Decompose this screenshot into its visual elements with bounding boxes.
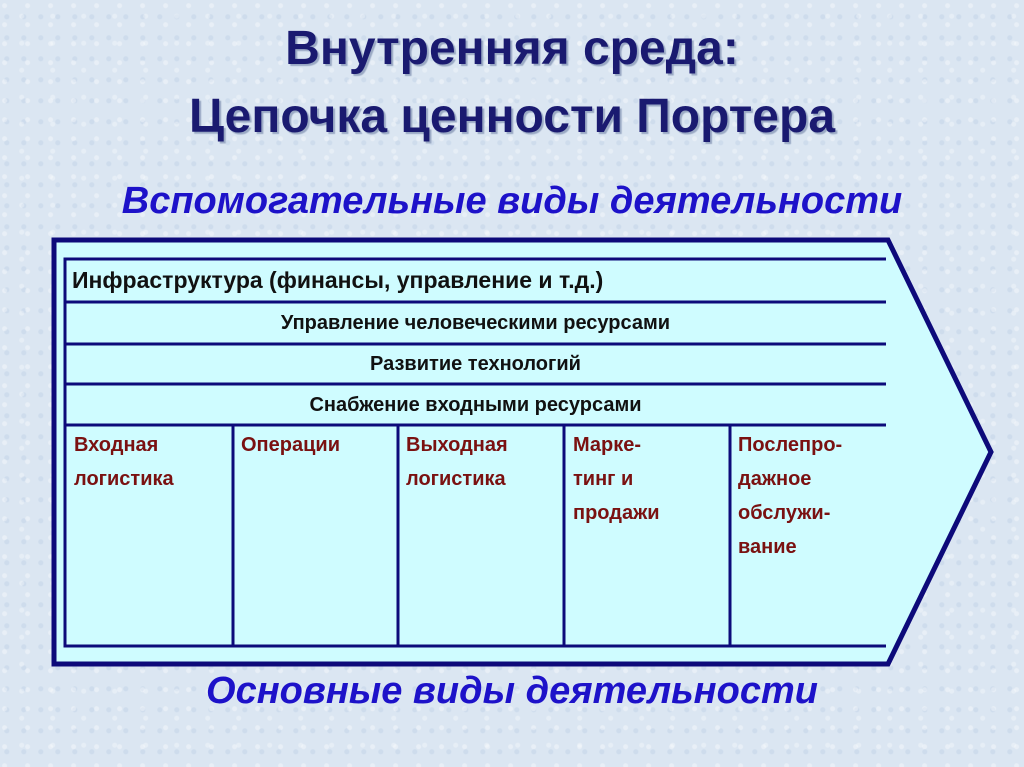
support-technology-development: Развитие технологий <box>370 353 581 375</box>
primary-after-sales-service: Послепро- дажное обслужи- вание <box>738 434 843 558</box>
title-line-2: Цепочка ценности Портера <box>188 90 836 143</box>
primary-outbound-logistics: Выходная логистика <box>406 434 508 490</box>
primary-activities-caption: Основные виды деятельности <box>206 670 818 712</box>
support-infrastructure: Инфраструктура (финансы, управление и т.д.) <box>72 267 604 293</box>
support-hr-management: Управление человеческими ресурсами <box>280 312 671 334</box>
primary-marketing-sales: Марке- тинг и продажи <box>573 434 660 524</box>
support-procurement: Снабжение входными ресурсами <box>309 394 642 416</box>
primary-inbound-logistics: Входная логистика <box>74 434 174 490</box>
title-line-1: Внутренняя среда: <box>285 22 739 75</box>
primary-operations: Операции <box>241 434 340 456</box>
value-chain-arrow <box>54 240 991 664</box>
support-activities-caption: Вспомогательные виды деятельности <box>121 180 903 222</box>
